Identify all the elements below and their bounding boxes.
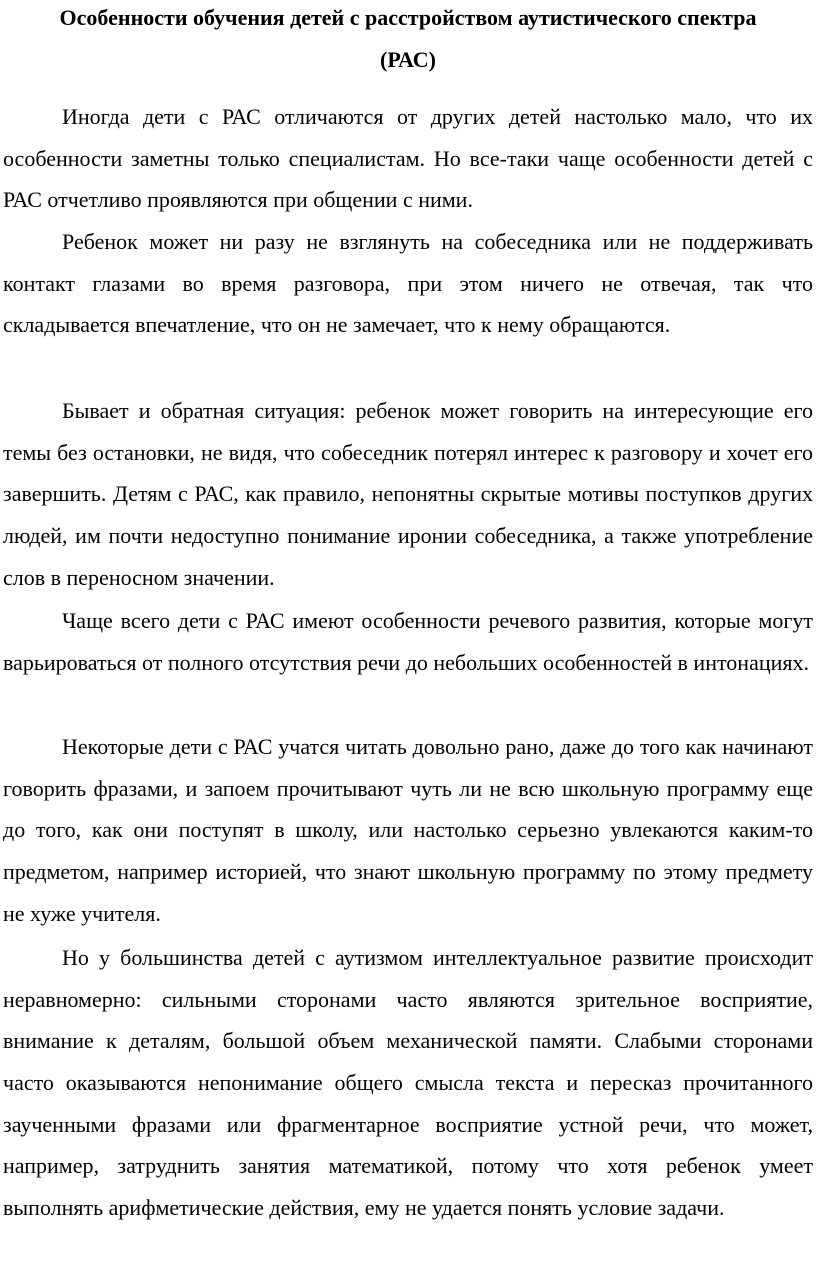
paragraph-2: Ребенок может ни разу не взглянуть на собеседника или не поддерживать контакт глазами во время разговора, при этом ничего не отвечая, так что складывается впечатление, что он не замечает, что к нему обращаются.	[3, 229, 813, 338]
document-title-line-2: (РАС)	[380, 47, 436, 72]
paragraph-6: Но у большинства детей с аутизмом интеллектуальное развитие происходит неравномерно: сильными сторонами часто являются зрительное восприятие, внимание к деталям, большой объем механической памяти. Слабыми сторонами часто оказываются непонимание общего смысла текста и пересказ прочитанного заученными фразами или фрагментарное восприятие устной речи, что может, например, затруднить занятия математикой, потому что хотя ребенок умеет выполнять арифметические действия, ему не удается понять условие задачи.	[3, 945, 813, 1220]
paragraph-3: Бывает и обратная ситуация: ребенок может говорить на интересующие его темы без остановки, не видя, что собеседник потерял интерес к разговору и хочет его завершить. Детям с РАС, как правило, непонятны скрытые мотивы поступков других людей, им почти недоступно понимание иронии собеседника, а также употребление слов в переносном значении.	[3, 398, 813, 590]
paragraph-5: Некоторые дети с РАС учатся читать довольно рано, даже до того как начинают говорить фразами, и запоем прочитывают чуть ли не всю школьную программу еще до того, как они поступят в школу, или настолько серьезно увлекаются каким-то предметом, например историей, что знают школьную программу по этому предмету не хуже учителя.	[3, 734, 813, 926]
document-title-line-1: Особенности обучения детей с расстройством аутистического спектра	[59, 5, 757, 30]
paragraph-1: Иногда дети с РАС отличаются от других детей настолько мало, что их особенности заметны только специалистам. Но все-таки чаще особенности детей с РАС отчетливо проявляются при общении с ними.	[3, 104, 813, 213]
paragraph-4: Чаще всего дети с РАС имеют особенности речевого развития, которые могут варьироваться от полного отсутствия речи до небольших особенностей в интонациях.	[3, 608, 813, 675]
